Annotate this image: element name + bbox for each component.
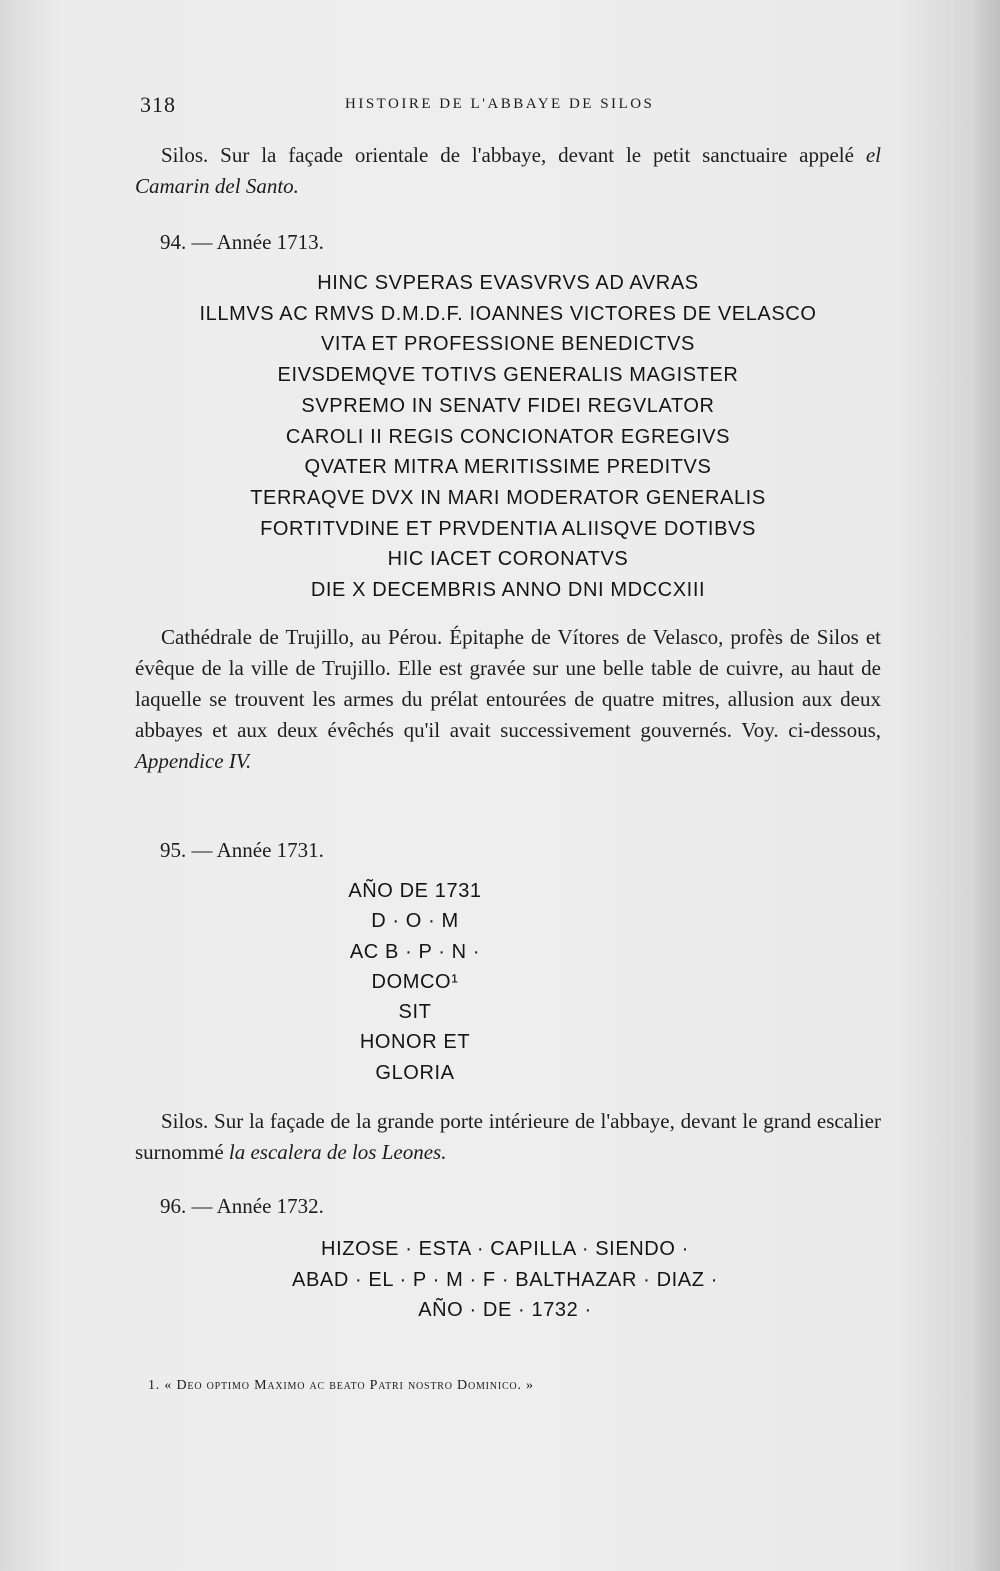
inscription-96 xyxy=(200,1234,810,1326)
inscription-line: AC B · P · N · xyxy=(349,940,481,963)
inscription-line: CAROLI II REGIS CONCIONATOR EGREGIVS xyxy=(285,425,731,448)
inscription-line: HINC SVPERAS EVASVRVS AD AVRAS xyxy=(317,272,699,294)
inscription-line: ABAD · EL · P · M · F · BALTHAZAR · DIAZ · xyxy=(292,1268,718,1291)
entry-95-commentary xyxy=(135,1106,881,1168)
inscription-line: HIZOSE · ESTA · CAPILLA · SIENDO · xyxy=(321,1238,689,1260)
inscription-line: SIT xyxy=(398,1001,432,1024)
inscription-line: HONOR ET xyxy=(359,1031,471,1054)
inscription-94 xyxy=(135,268,881,606)
entry-94-commentary xyxy=(135,622,881,777)
commentary-text: Silos. Sur la façade de la grande porte intérieure de l'abbaye, devant le grand escalier surnommé xyxy=(135,1109,881,1164)
commentary-text: Cathédrale de Trujillo, au Pérou. Épitaphe de Vítores de Velasco, profès de Silos et évêque de la ville de Trujillo. Elle est gravée sur une belle table de cuivre, au haut de laquelle se trouvent les armes du prélat entourées de quatre mitres, allusion aux deux abbayes et aux deux évêchés qu'il avait successivement gouvernés. Voy. ci-dessous, xyxy=(135,625,881,742)
inscription-line: GLORIA xyxy=(375,1061,455,1084)
page-header xyxy=(140,92,880,116)
inscription-95 xyxy=(245,876,585,1088)
entry-96-heading: 96. — Année 1732. xyxy=(160,1194,324,1218)
inscription-line: D · O · M xyxy=(371,910,459,933)
inscription-line: QVATER MITRA MERITISSIME PREDITVS xyxy=(304,456,712,479)
intro-text: Silos. Sur la façade orientale de l'abbaye, devant le petit sanctuaire appelé xyxy=(161,143,866,167)
intro-paragraph xyxy=(135,140,881,202)
inscription-line: HIC IACET CORONATVS xyxy=(387,548,629,571)
running-title: HISTOIRE DE L'ABBAYE DE SILOS xyxy=(345,96,655,112)
inscription-line: SVPREMO IN SENATV FIDEI REGVLATOR xyxy=(301,394,715,417)
inscription-line: DOMCO¹ xyxy=(371,970,459,993)
inscription-line: FORTITVDINE ET PRVDENTIA ALIISQVE DOTIBVS xyxy=(260,517,756,540)
inscription-line: AÑO DE 1731 xyxy=(348,880,482,902)
inscription-line: DIE X DECEMBRIS ANNO DNI MDCCXIII xyxy=(310,579,706,602)
inscription-line: EIVSDEMQVE TOTIVS GENERALIS MAGISTER xyxy=(277,364,739,387)
inscription-line: TERRAQVE DVX IN MARI MODERATOR GENERALIS xyxy=(250,486,766,509)
page-edge-shadow xyxy=(970,0,1000,1571)
inscription-line: AÑO · DE · 1732 · xyxy=(418,1299,592,1321)
intro-italic: el Camarin del Santo. xyxy=(135,143,881,198)
inscription-line: VITA ET PROFESSIONE BENEDICTVS xyxy=(320,333,695,356)
footnote: 1. « Deo optimo Maximo ac beato Patri nostro Dominico. » xyxy=(148,1378,534,1393)
page-number: 318 xyxy=(140,92,176,117)
commentary-italic: la escalera de los Leones. xyxy=(228,1140,447,1164)
inscription-line: ILLMVS AC RMVS D.M.D.F. IOANNES VICTORES DE VELASCO xyxy=(199,302,817,325)
entry-94-heading: 94. — Année 1713. xyxy=(160,230,324,254)
commentary-italic: Appendice IV. xyxy=(135,749,252,773)
entry-95-heading: 95. — Année 1731. xyxy=(160,838,324,862)
